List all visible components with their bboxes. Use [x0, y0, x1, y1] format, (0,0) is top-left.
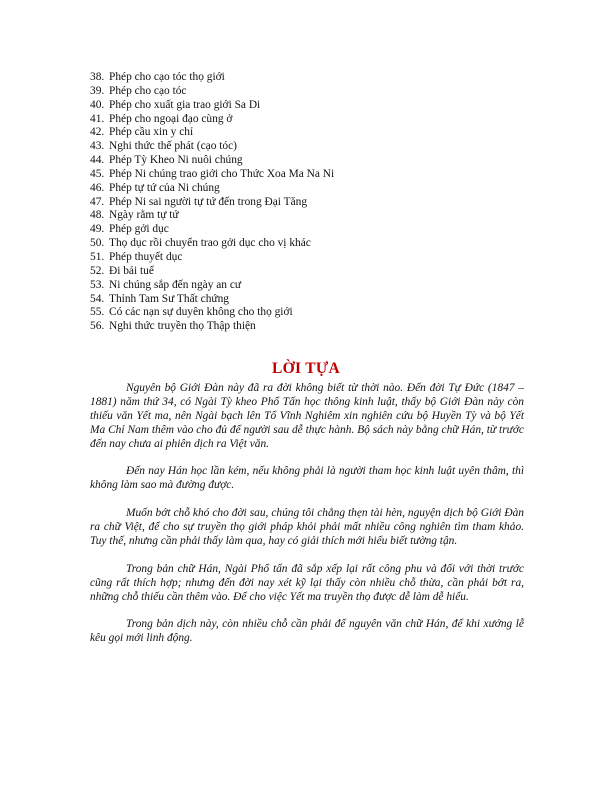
- preface-body: [90, 382, 524, 660]
- toc-item-number: 39.: [90, 84, 105, 97]
- toc-item-text: Phép gởi dục: [109, 223, 169, 236]
- toc-item-number: 44.: [90, 154, 105, 167]
- toc-item: [90, 85, 334, 99]
- toc-item-number: 52.: [90, 264, 105, 277]
- toc-item-number: 45.: [90, 167, 105, 180]
- preface-paragraph: Đến nay Hán học lần kém, nếu không phải là người tham học kinh luật uyên thâm, thì không làm sao mà đường được.: [90, 465, 524, 492]
- toc-item-number: 42.: [90, 126, 105, 139]
- toc-item-text: Thỉnh Tam Sư Thất chứng: [109, 292, 229, 305]
- toc-item: [90, 154, 334, 168]
- toc-item: [90, 168, 334, 182]
- toc-item: [90, 182, 334, 196]
- toc-item-text: Phép Ni sai người tự tứ đến trong Đại Tăng: [109, 195, 308, 208]
- toc-item: [90, 223, 334, 237]
- toc-item: [90, 293, 334, 307]
- toc-item-text: Phép cho cạo tóc thọ giới: [109, 71, 225, 83]
- toc-item-text: Phép Tỳ Kheo Ni nuôi chúng: [109, 154, 243, 167]
- toc-item: [90, 196, 334, 210]
- toc-item-number: 55.: [90, 306, 105, 319]
- toc-item: [90, 320, 334, 334]
- toc-item-number: 54.: [90, 292, 105, 305]
- toc-item-number: 51.: [90, 250, 105, 263]
- toc-item-text: Phép Ni chúng trao giới cho Thức Xoa Ma Na Ni: [109, 167, 335, 180]
- toc-item-text: Nghi thức thế phát (cạo tóc): [109, 140, 237, 153]
- toc-item: [90, 71, 334, 85]
- table-of-contents: [90, 71, 334, 334]
- toc-item: [90, 265, 334, 279]
- toc-item: [90, 279, 334, 293]
- toc-item: [90, 251, 334, 265]
- toc-item: [90, 209, 334, 223]
- toc-item-text: Đi bái tuế: [109, 264, 154, 277]
- toc-item: [90, 237, 334, 251]
- toc-item-text: Phép cầu xin y chỉ: [109, 126, 194, 139]
- toc-item: [90, 113, 334, 127]
- preface-paragraph: Trong bản dịch này, còn nhiều chỗ cần phải để nguyên văn chữ Hán, để khi xướng lễ kêu gọi mới linh động.: [90, 618, 524, 645]
- toc-item-text: Phép cho ngoại đạo cùng ở: [109, 112, 233, 125]
- toc-item-text: Ngày rằm tự tứ: [109, 209, 179, 222]
- toc-item: [90, 99, 334, 113]
- toc-item-number: 40.: [90, 98, 105, 111]
- toc-item-number: 48.: [90, 209, 105, 222]
- toc-item-text: Thọ dục rồi chuyển trao gởi dục cho vị khác: [109, 237, 311, 250]
- preface-paragraph: Nguyên bộ Giới Đàn này đã ra đời không biết từ thời nào. Đến đời Tự Đức (1847 – 1881) năm thứ 34, có Ngài Tỳ kheo Phổ Tấn học thông kinh luật, thấy bộ Giới Đàn này còn thiếu văn Yết ma, nên Ngài bạch lên Tổ Vĩnh Nghiêm xin nghiên cứu bộ Huyền Tỳ và bộ Yết Ma Chỉ Nam thêm vào cho đủ để người sau dễ thực hành. Bộ sách này bằng chữ Hán, từ trước đến nay chưa ai phiên dịch ra Việt văn.: [90, 382, 524, 450]
- toc-item-text: Phép thuyết dục: [109, 250, 183, 263]
- preface-paragraph: Muốn bớt chỗ khó cho đời sau, chúng tôi chẳng thẹn tài hèn, nguyện dịch bộ Giới Đàn ra chữ Việt, để cho sự truyền thọ giới pháp khỏi phải mất nhiều công nghiên tìm tham khảo. Tuy thế, nhưng cần phải thấy làm qua, hay có giải thích mới hiểu biết tường tận.: [90, 507, 524, 547]
- toc-item: [90, 126, 334, 140]
- toc-item: [90, 306, 334, 320]
- toc-item-number: 49.: [90, 223, 105, 236]
- toc-item: [90, 140, 334, 154]
- toc-item-number: 50.: [90, 237, 105, 250]
- toc-item-number: 53.: [90, 278, 105, 291]
- toc-item-text: Nghi thức truyền thọ Thập thiện: [109, 320, 256, 333]
- preface-paragraph: Trong bản chữ Hán, Ngài Phổ tấn đã sắp xếp lại rất công phu và đối với thời trước cũng rất thích hợp; nhưng đến đời nay xét kỹ lại thấy còn nhiều chỗ thừa, cần phải bớt ra, những chỗ thiếu cần thêm vào. Để cho việc Yết ma truyền thọ được dễ làm dễ hiểu.: [90, 562, 524, 603]
- toc-item-text: Phép tự tứ của Ni chúng: [109, 181, 220, 194]
- toc-item-text: Phép cho cạo tóc: [109, 84, 187, 97]
- preface-title: LỜI TỰA: [272, 360, 340, 377]
- toc-item-text: Ni chúng sắp đến ngày an cư: [109, 278, 242, 291]
- toc-item-text: Phép cho xuất gia trao giới Sa Di: [109, 98, 261, 111]
- toc-item-number: 41.: [90, 112, 105, 125]
- toc-item-number: 46.: [90, 181, 105, 194]
- toc-item-number: 43.: [90, 140, 105, 153]
- toc-item-number: 56.: [90, 320, 105, 333]
- toc-item-text: Có các nạn sự duyên không cho thọ giới: [109, 306, 293, 319]
- toc-item-number: 47.: [90, 195, 105, 208]
- toc-item-number: 38.: [90, 71, 105, 83]
